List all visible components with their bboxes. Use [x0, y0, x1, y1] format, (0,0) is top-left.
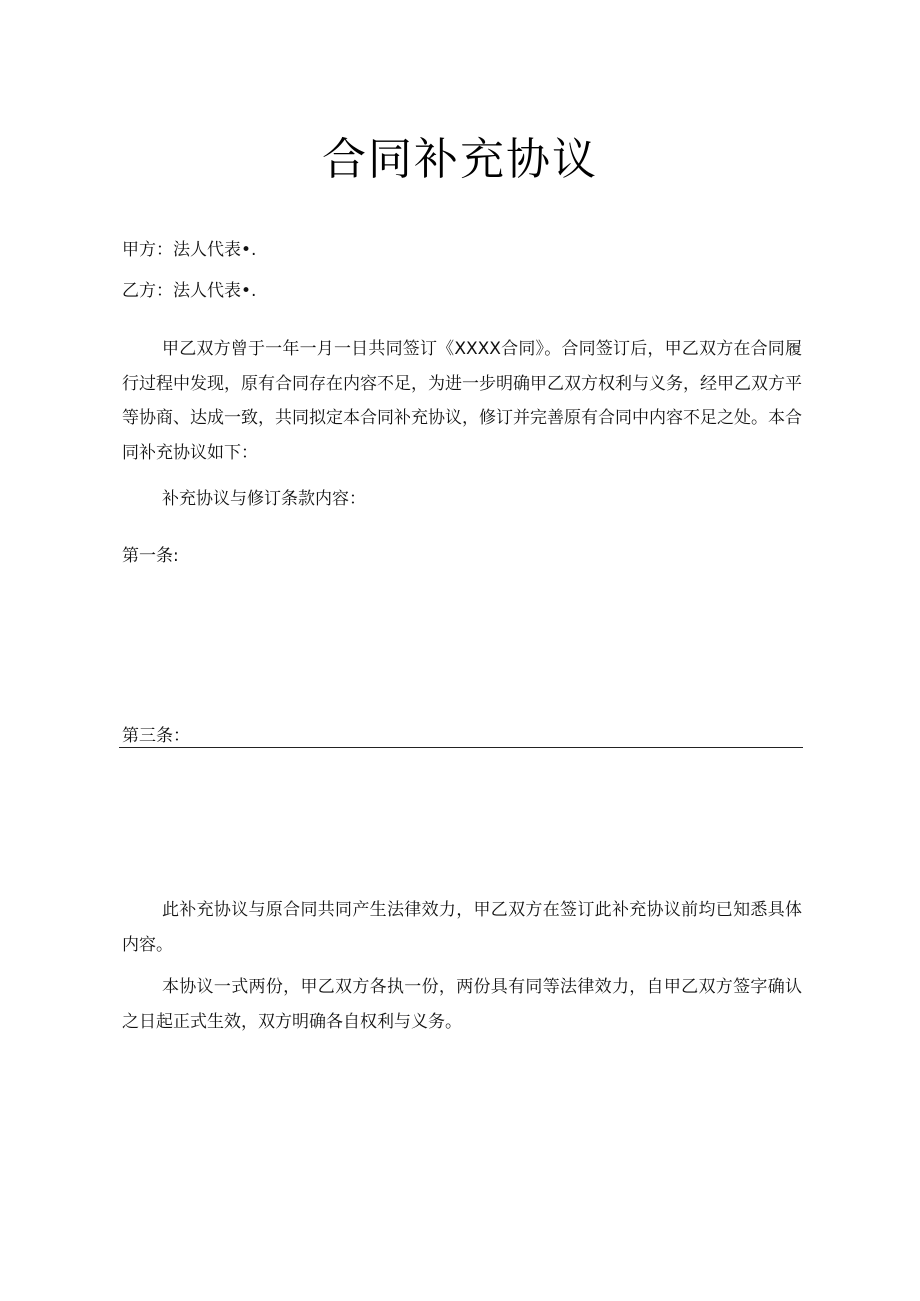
- effect-paragraph: 此补充协议与原合同共同产生法律效力，甲乙双方在签订此补充协议前均已知悉具体内容。: [122, 900, 802, 955]
- clause-3-label: 第三条：: [122, 726, 190, 746]
- supplement-heading: 补充协议与修订条款内容：: [162, 489, 366, 509]
- party-b-line: 乙方：法人代表•.: [122, 281, 257, 301]
- intro-paragraph: 甲乙双方曾于一年一月一日共同签订《XXXX合同》。合同签订后，甲乙双方在合同履行过程中发现，原有合同存在内容不足，为进一步明确甲乙双方权利与义务，经甲乙双方平等协商、达成一致，共同拟定本合同补充协议，修订并完善原有合同中内容不足之处。本合同补充协议如下：: [122, 339, 802, 463]
- copies-paragraph: 本协议一式两份，甲乙双方各执一份，两份具有同等法律效力，自甲乙双方签字确认之日起正式生效，双方明确各自权利与义务。: [122, 977, 802, 1032]
- clause-1-label: 第一条:: [122, 546, 179, 566]
- party-a-line: 甲方：法人代表•.: [122, 240, 257, 260]
- document-title: 合同补充协议: [322, 134, 598, 185]
- clause-3-underline: [119, 747, 803, 748]
